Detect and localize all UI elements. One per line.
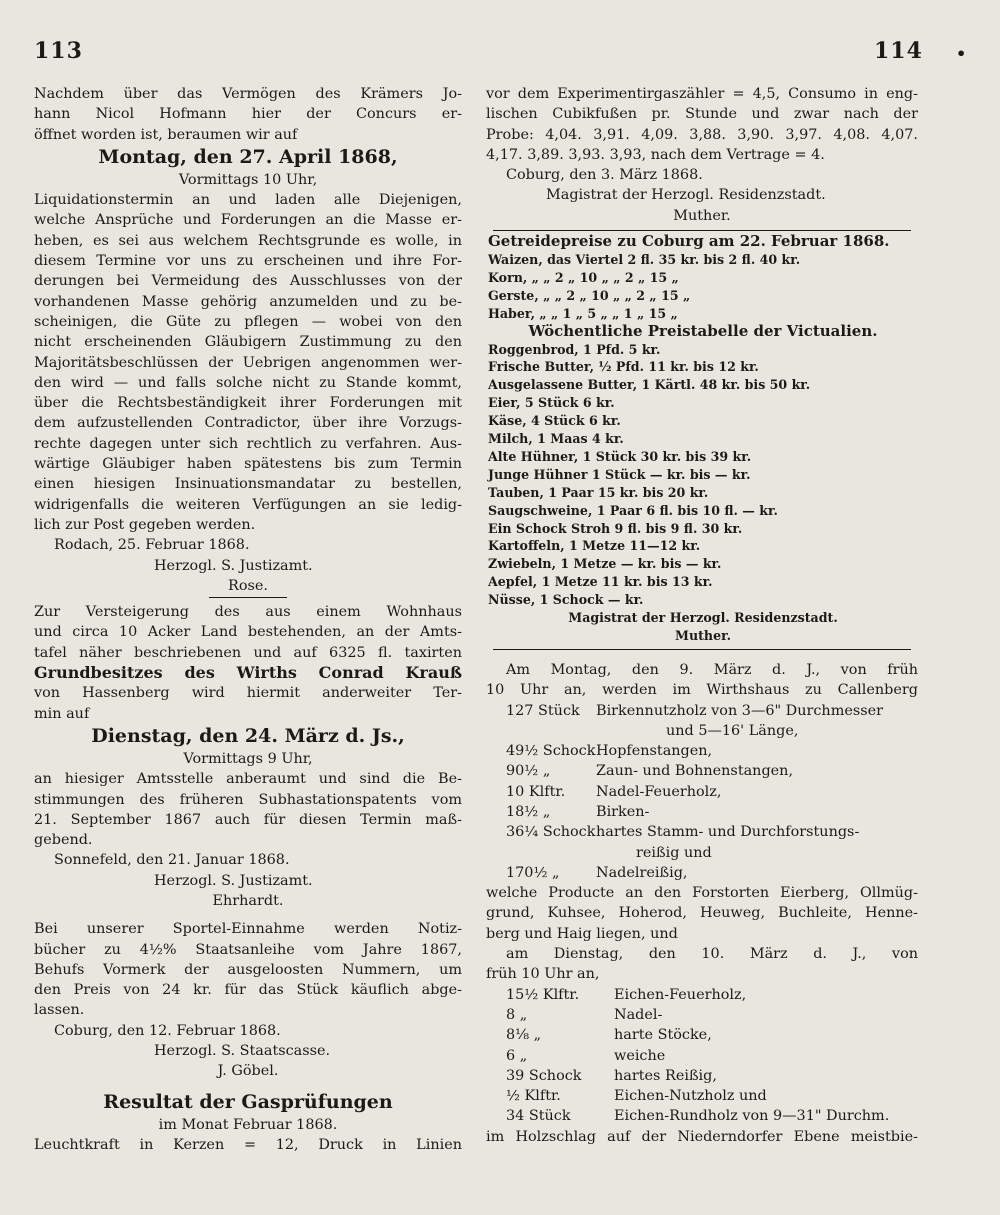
wood-type: Eichen-Rundholz von 9—31" Durchm.	[614, 1108, 890, 1125]
staatscasse-notice	[34, 919, 462, 1089]
text-line: bücher zu 4½% Staatsanleihe vom Jahre 1867,	[34, 941, 462, 958]
text-line: widrigenfalls die weiteren Verfügungen an sie ledig-	[34, 496, 462, 513]
list-item	[486, 1046, 918, 1066]
list-item	[486, 843, 918, 863]
list-item	[486, 782, 918, 802]
wood-quantity: 127 Stück	[506, 702, 580, 719]
wood-quantity: 36¼ Schock	[506, 824, 596, 841]
text-line: stimmungen des früheren Subhastationspatents vom	[34, 791, 462, 808]
text-line: von Hassenberg wird hiermit anderweiter Ter-	[34, 685, 462, 702]
price-row: Zwiebeln, 1 Metze — kr. bis — kr.	[488, 556, 722, 572]
signature-name: Muther.	[675, 628, 731, 644]
list-item	[486, 701, 918, 721]
wood-type: Eichen-Nutzholz und	[614, 1088, 767, 1105]
wood-type: Eichen-Feuerholz,	[614, 986, 747, 1003]
price-row: Ein Schock Stroh 9 fl. bis 9 fl. 30 kr.	[488, 520, 743, 536]
list-item	[486, 802, 918, 822]
page-number-left: 113	[34, 38, 83, 64]
margin-dot: •	[956, 44, 967, 63]
text-line: an hiesiger Amtsstelle anberaumt und sind die Be-	[34, 771, 462, 788]
text-line: welche Producte an den Forstorten Eierberg, Ollmüg-	[486, 885, 918, 902]
price-row: Gerste, „ „ 2 „ 10 „ „ 2 „ 15 „	[488, 287, 691, 303]
text-line: rechte dagegen unter sich rechtlich zu verfahren. Aus-	[34, 435, 462, 452]
text-line: den Preis von 24 kr. für das Stück käuflich abge-	[34, 982, 462, 999]
text-line: lassen.	[34, 1002, 85, 1019]
wood-quantity: 10 Klftr.	[506, 783, 566, 800]
text-line: Vormittags 10 Uhr,	[178, 171, 318, 188]
text-line: lischen Cubikfußen pr. Stunde und zwar nach der	[486, 106, 918, 123]
section-heading: Resultat der Gasprüfungen	[103, 1090, 393, 1113]
price-row: Nüsse, 1 Schock — kr.	[488, 592, 644, 608]
auction-notice	[34, 602, 462, 919]
wood-type: hartes Reißig,	[614, 1067, 717, 1084]
text-line: Majoritätsbeschlüssen der Uebrigen angenommen wer-	[34, 354, 462, 371]
text-line: vorhandenen Masse gehörig anzumelden und zu be-	[34, 293, 462, 310]
wood-quantity: 170½ „	[506, 864, 560, 881]
text-line: über die Rechtsbeständigkeit ihrer Forderungen mit	[34, 395, 462, 412]
wood-type: harte Stöcke,	[614, 1027, 712, 1044]
signature-name: J. Göbel.	[217, 1063, 279, 1080]
right-column	[486, 84, 918, 1147]
list-item	[486, 822, 918, 842]
place-date: Coburg, den 3. März 1868.	[506, 167, 703, 184]
signature-office: Herzogl. S. Staatscasse.	[154, 1043, 331, 1060]
signature-name: Ehrhardt.	[212, 892, 284, 909]
concurs-notice	[34, 84, 462, 598]
text-line: Nachdem über das Vermögen des Krämers Jo-	[34, 86, 462, 102]
text-line: Behufs Vormerk der ausgeloosten Nummern, um	[34, 961, 462, 978]
wood-type: Nadel-Feuerholz,	[596, 783, 722, 800]
separator-rule	[493, 230, 911, 231]
price-row: Saugschweine, 1 Paar 6 fl. bis 10 fl. — kr.	[488, 502, 778, 518]
victuals-title: Wöchentliche Preistabelle der Victualien.	[528, 321, 878, 340]
text-line: scheinigen, die Güte zu pflegen — wobei von den	[34, 313, 462, 330]
wood-quantity: 39 Schock	[506, 1067, 582, 1084]
price-row: Ausgelassene Butter, 1 Kärtl. 48 kr. bis 50 kr.	[488, 377, 811, 393]
price-row: Käse, 4 Stück 6 kr.	[488, 413, 621, 429]
wood-type: hartes Stamm- und Durchforstungs-	[596, 824, 860, 841]
text-line: Zur Versteigerung des aus einem Wohnhaus	[34, 604, 462, 621]
place-date: Rodach, 25. Februar 1868.	[54, 537, 250, 554]
gas-test-continued	[486, 84, 918, 231]
list-item	[486, 1106, 918, 1126]
date-heading: Montag, den 27. April 1868,	[98, 145, 398, 168]
wood-type: Nadelreißig,	[596, 864, 688, 881]
price-tables	[486, 233, 918, 645]
list-item	[486, 721, 918, 741]
price-row: Roggenbrod, 1 Pfd. 5 kr.	[488, 341, 661, 357]
wood-quantity: 15½ Klftr.	[506, 986, 580, 1003]
list-item	[486, 1025, 918, 1045]
text-line: 10 Uhr an, werden im Wirthshaus zu Callenberg	[486, 682, 918, 699]
wood-quantity: 49½ Schock	[506, 743, 596, 760]
wood-type: Hopfenstangen,	[596, 743, 713, 760]
wood-type: weiche	[614, 1047, 666, 1064]
list-item	[486, 985, 918, 1005]
grain-prices-title: Getreidepreise zu Coburg am 22. Februar 1868.	[488, 232, 890, 251]
gas-test-notice	[34, 1090, 462, 1156]
text-line: Grundbesitzes des Wirths Conrad Krauß	[34, 663, 462, 683]
wood-type: Birkennutzholz von 3—6" Durchmesser	[596, 702, 884, 719]
price-row: Tauben, 1 Paar 15 kr. bis 20 kr.	[488, 484, 709, 500]
wood-quantity: ½ Klftr.	[506, 1088, 561, 1105]
signature-office: Herzogl. S. Justizamt.	[154, 872, 313, 889]
text-line: Liquidationstermin an und laden alle Diejenigen,	[34, 192, 462, 209]
text-line: diesem Termine vor uns zu erscheinen und ihre For-	[34, 253, 462, 270]
text-line: im Holzschlag auf der Niederndorfer Ebene meistbie-	[486, 1128, 918, 1145]
price-row: Junge Hühner 1 Stück — kr. bis — kr.	[488, 466, 751, 482]
price-row: Haber, „ „ 1 „ 5 „ „ 1 „ 15 „	[488, 305, 678, 321]
price-row: Kartoffeln, 1 Metze 11—12 kr.	[488, 538, 701, 554]
wood-quantity	[506, 843, 596, 863]
separator-rule	[209, 597, 287, 598]
text-line: öffnet worden ist, beraumen wir auf	[34, 126, 298, 143]
text-line: heben, es sei aus welchem Rechtsgrunde es wolle, in	[34, 232, 462, 249]
text-line: derungen bei Vermeidung des Ausschlusses von der	[34, 273, 462, 290]
text-line: grund, Kuhsee, Hoherod, Heuweg, Buchleite, Henne-	[486, 905, 918, 922]
wood-type: Birken-	[596, 804, 650, 820]
text-line: Am Montag, den 9. März d. J., von früh	[506, 661, 918, 678]
place-date: Coburg, den 12. Februar 1868.	[54, 1022, 281, 1039]
signature-office: Magistrat der Herzogl. Residenzstadt.	[568, 610, 838, 626]
wood-type: Zaun- und Bohnenstangen,	[596, 763, 794, 780]
price-row: Waizen, das Viertel 2 fl. 35 kr. bis 2 fl. 40 kr.	[488, 251, 801, 267]
text-line: gebend.	[34, 832, 93, 849]
wood-type: und 5—16' Länge,	[666, 722, 799, 739]
text-line: Bei unserer Sportel-Einnahme werden Notiz-	[34, 921, 462, 938]
text-line: Probe: 4,04. 3,91. 4,09. 3,88. 3,90. 3,97. 4,08. 4,07.	[486, 126, 918, 143]
wood-auction-notice	[486, 660, 918, 1147]
price-row: Frische Butter, ½ Pfd. 11 kr. bis 12 kr.	[488, 359, 759, 375]
text-line: vor dem Experimentirgaszähler = 4,5, Consumo in eng-	[486, 86, 918, 102]
text-line: Leuchtkraft in Kerzen = 12, Druck in Linien	[34, 1136, 462, 1153]
left-column	[34, 84, 462, 1155]
text-line: lich zur Post gegeben werden.	[34, 516, 256, 533]
text-line: 21. September 1867 auch für diesen Termin maß-	[34, 811, 462, 828]
list-item	[486, 1086, 918, 1106]
page-number-right: 114	[874, 38, 923, 64]
wood-quantity	[506, 721, 596, 741]
text-line: tafel näher beschriebenen und auf 6325 fl. taxirten	[34, 644, 462, 661]
text-line: dem aufzustellenden Contradictor, über ihre Vorzugs-	[34, 415, 462, 432]
price-row: Korn, „ „ 2 „ 10 „ „ 2 „ 15 „	[488, 269, 679, 285]
wood-type: Nadel-	[614, 1006, 663, 1023]
list-item	[486, 741, 918, 761]
signature-name: Muther.	[673, 207, 731, 224]
text-line: den wird — und falls solche nicht zu Stande kommt,	[34, 374, 462, 391]
text-line: berg und Haig liegen, und	[486, 925, 678, 942]
price-row: Alte Hühner, 1 Stück 30 kr. bis 39 kr.	[488, 448, 752, 464]
wood-quantity: 8⅛ „	[506, 1027, 542, 1044]
price-row: Milch, 1 Maas 4 kr.	[488, 431, 624, 447]
text-line: am Dienstag, den 10. März d. J., von	[506, 946, 918, 963]
wood-quantity: 90½ „	[506, 763, 551, 780]
list-item	[486, 761, 918, 781]
text-line: wärtige Gläubiger haben spätestens bis zum Termin	[34, 456, 462, 473]
text-line: im Monat Februar 1868.	[158, 1116, 338, 1133]
wood-quantity: 34 Stück	[506, 1108, 571, 1125]
date-heading: Dienstag, den 24. März d. Js.,	[91, 724, 405, 747]
text-line: welche Ansprüche und Forderungen an die Masse er-	[34, 212, 462, 229]
wood-quantity: 8 „	[506, 1006, 528, 1023]
text-line: Vormittags 9 Uhr,	[183, 750, 313, 767]
list-item	[486, 1066, 918, 1086]
text-line: min auf	[34, 705, 90, 722]
list-item	[486, 1005, 918, 1025]
text-line: hann Nicol Hofmann hier der Concurs er-	[34, 106, 462, 123]
place-date: Sonnefeld, den 21. Januar 1868.	[54, 852, 290, 869]
signature-name: Rose.	[228, 577, 268, 594]
text-line: und circa 10 Acker Land bestehenden, an der Amts-	[34, 624, 462, 641]
wood-quantity: 6 „	[506, 1047, 528, 1064]
list-item	[486, 863, 918, 883]
wood-type: reißig und	[636, 844, 712, 861]
text-line: einen hiesigen Insinuationsmandatar zu bestellen,	[34, 476, 462, 493]
text-line: 4,17. 3,89. 3,93. 3,93, nach dem Vertrage = 4.	[486, 146, 825, 163]
signature-office: Magistrat der Herzogl. Residenzstadt.	[546, 187, 826, 204]
signature-office: Herzogl. S. Justizamt.	[154, 557, 313, 574]
text-line: früh 10 Uhr an,	[486, 966, 600, 983]
price-row: Aepfel, 1 Metze 11 kr. bis 13 kr.	[488, 574, 713, 590]
text-line: nicht erscheinenden Gläubigern Zustimmung zu den	[34, 334, 462, 351]
price-row: Eier, 5 Stück 6 kr.	[488, 395, 615, 411]
separator-rule	[493, 649, 911, 650]
wood-quantity: 18½ „	[506, 804, 551, 820]
